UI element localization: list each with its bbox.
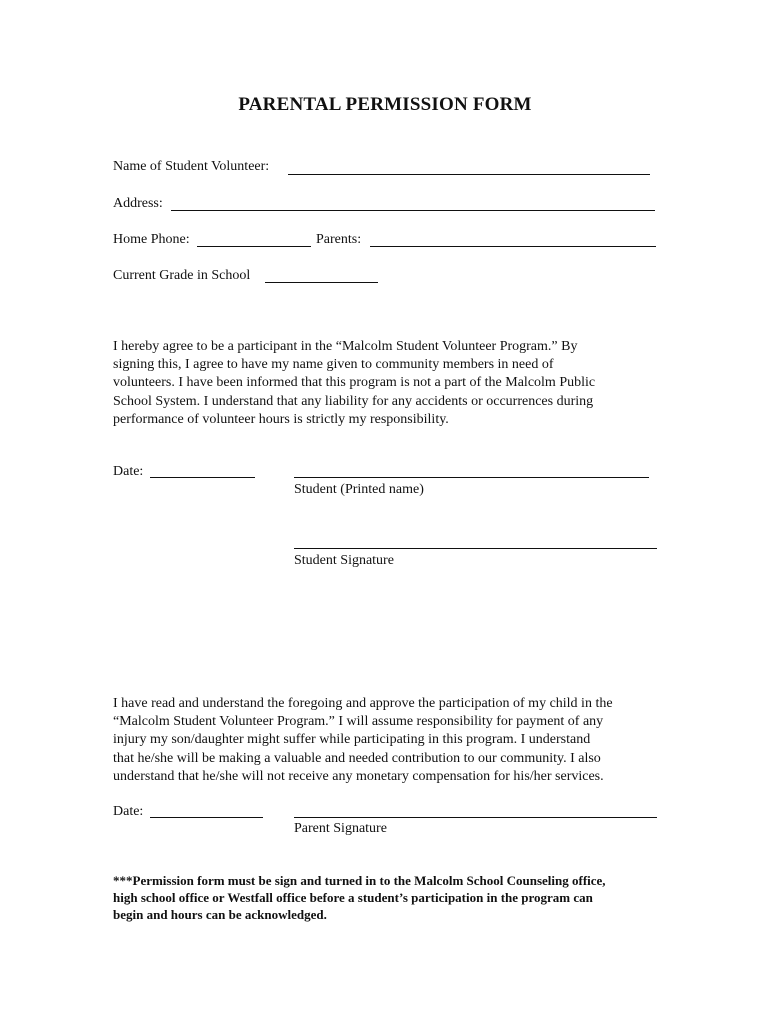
student-agreement-line: School System. I understand that any liability for any accidents or occurrences during: [113, 393, 594, 409]
student-name-label: Name of Student Volunteer:: [113, 159, 270, 174]
student-agreement-text: [113, 338, 595, 429]
address-line[interactable]: [171, 210, 655, 211]
submission-note: [113, 872, 606, 923]
parent-date-label: Date:: [113, 804, 144, 819]
student-date-line[interactable]: [150, 477, 255, 478]
student-signature-line[interactable]: [294, 548, 657, 549]
student-agreement-line: volunteers. I have been informed that this program is not a part of the Malcolm Public: [113, 375, 596, 391]
student-name-line[interactable]: [288, 174, 650, 175]
student-printed-name-line[interactable]: [294, 477, 649, 478]
student-date-label: Date:: [113, 464, 144, 479]
submission-note-line: high school office or Westfall office before a student’s participation in the program can: [113, 890, 593, 905]
parent-date-line[interactable]: [150, 817, 263, 818]
parent-agreement-line: I have read and understand the foregoing and approve the participation of my child in the: [113, 696, 613, 711]
home-phone-label: Home Phone:: [113, 232, 190, 247]
student-printed-name-caption: Student (Printed name): [294, 482, 424, 497]
submission-note-line: begin and hours can be acknowledged.: [113, 907, 327, 922]
student-signature-caption: Student Signature: [294, 553, 394, 568]
parent-agreement-line: understand that he/she will not receive any monetary compensation for his/her services.: [113, 768, 604, 784]
address-label: Address:: [113, 196, 163, 211]
grade-line[interactable]: [265, 282, 378, 283]
parent-signature-line[interactable]: [294, 817, 657, 818]
student-agreement-line: signing this, I agree to have my name given to community members in need of: [113, 357, 554, 373]
parent-agreement-line: injury my son/daughter might suffer while participating in this program. I understand: [113, 732, 591, 748]
submission-note-line: ***Permission form must be sign and turned in to the Malcolm School Counseling office,: [113, 873, 606, 888]
student-agreement-line: performance of volunteer hours is strictly my responsibility.: [113, 411, 449, 427]
parent-agreement-line: “Malcolm Student Volunteer Program.” I will assume responsibility for payment of any: [113, 714, 604, 730]
parent-agreement-text: [113, 695, 613, 786]
parent-agreement-line: that he/she will be making a valuable and needed contribution to our community. I also: [113, 750, 601, 766]
parents-label: Parents:: [316, 232, 362, 247]
parent-signature-caption: Parent Signature: [294, 821, 387, 836]
parents-line[interactable]: [370, 246, 656, 247]
form-title: PARENTAL PERMISSION FORM: [238, 94, 532, 115]
grade-label: Current Grade in School: [113, 268, 251, 283]
home-phone-line[interactable]: [197, 246, 311, 247]
student-agreement-line: I hereby agree to be a participant in the “Malcolm Student Volunteer Program.” By: [113, 339, 578, 354]
